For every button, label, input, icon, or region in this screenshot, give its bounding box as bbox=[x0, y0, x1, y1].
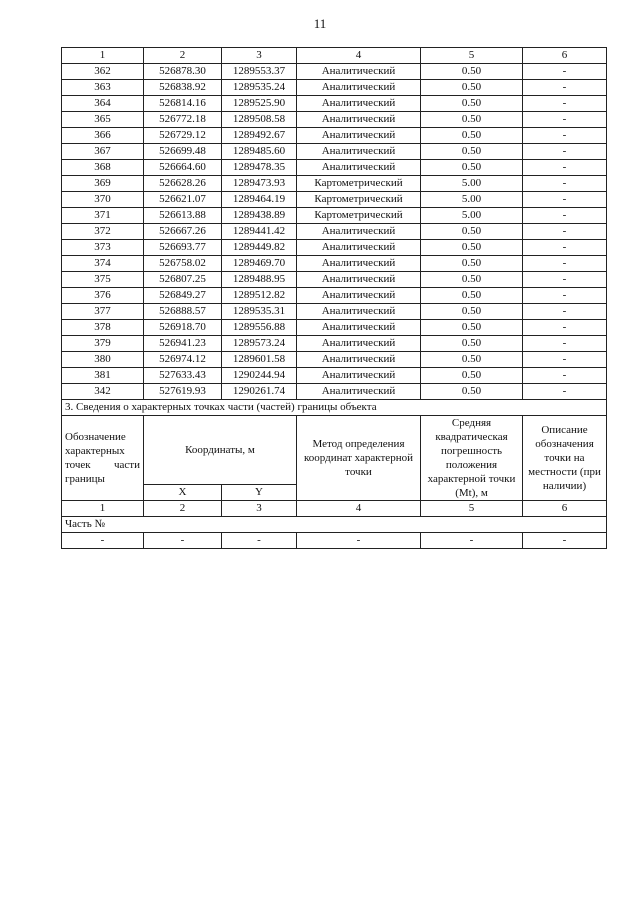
description-cell: - bbox=[523, 192, 607, 208]
coord-x-cell: 526974.12 bbox=[144, 352, 222, 368]
point-number-cell: 342 bbox=[62, 384, 144, 400]
empty-cell: - bbox=[62, 533, 144, 549]
error-cell: 0.50 bbox=[421, 160, 523, 176]
description-cell: - bbox=[523, 64, 607, 80]
col-number: 3 bbox=[222, 48, 297, 64]
coord-x-cell: 526621.07 bbox=[144, 192, 222, 208]
method-cell: Аналитический bbox=[297, 288, 421, 304]
col-number: 4 bbox=[297, 501, 421, 517]
point-number-cell: 366 bbox=[62, 128, 144, 144]
header-x: X bbox=[144, 485, 222, 501]
col-number: 5 bbox=[421, 501, 523, 517]
point-number-cell: 368 bbox=[62, 160, 144, 176]
table-row bbox=[62, 192, 607, 208]
point-number-cell: 376 bbox=[62, 288, 144, 304]
error-cell: 0.50 bbox=[421, 368, 523, 384]
method-cell: Аналитический bbox=[297, 128, 421, 144]
col-number: 3 bbox=[222, 501, 297, 517]
table-row bbox=[62, 64, 607, 80]
section-3-title: 3. Сведения о характерных точках части (частей) границы объекта bbox=[62, 400, 607, 416]
method-cell: Аналитический bbox=[297, 240, 421, 256]
error-cell: 0.50 bbox=[421, 320, 523, 336]
col-number: 1 bbox=[62, 501, 144, 517]
error-cell: 0.50 bbox=[421, 256, 523, 272]
method-cell: Аналитический bbox=[297, 112, 421, 128]
method-cell: Аналитический bbox=[297, 352, 421, 368]
coord-y-cell: 1289553.37 bbox=[222, 64, 297, 80]
table-row bbox=[62, 256, 607, 272]
description-cell: - bbox=[523, 208, 607, 224]
coord-y-cell: 1289525.90 bbox=[222, 96, 297, 112]
col-number: 4 bbox=[297, 48, 421, 64]
coord-y-cell: 1289473.93 bbox=[222, 176, 297, 192]
header-error: Средняя квадратическая погрешность положения характерной точки (Mt), м bbox=[421, 416, 523, 501]
method-cell: Картометрический bbox=[297, 176, 421, 192]
coord-x-cell: 526628.26 bbox=[144, 176, 222, 192]
col-number: 1 bbox=[62, 48, 144, 64]
description-cell: - bbox=[523, 144, 607, 160]
error-cell: 0.50 bbox=[421, 112, 523, 128]
point-number-cell: 380 bbox=[62, 352, 144, 368]
error-cell: 0.50 bbox=[421, 80, 523, 96]
coord-x-cell: 527633.43 bbox=[144, 368, 222, 384]
coord-y-cell: 1289464.19 bbox=[222, 192, 297, 208]
method-cell: Картометрический bbox=[297, 192, 421, 208]
point-number-cell: 381 bbox=[62, 368, 144, 384]
header-method: Метод определения координат характерной точки bbox=[297, 416, 421, 501]
description-cell: - bbox=[523, 272, 607, 288]
coord-x-cell: 526613.88 bbox=[144, 208, 222, 224]
method-cell: Аналитический bbox=[297, 368, 421, 384]
col-number: 2 bbox=[144, 48, 222, 64]
point-number-cell: 375 bbox=[62, 272, 144, 288]
coord-x-cell: 526667.26 bbox=[144, 224, 222, 240]
table-row bbox=[62, 288, 607, 304]
point-number-cell: 365 bbox=[62, 112, 144, 128]
description-cell: - bbox=[523, 320, 607, 336]
method-cell: Аналитический bbox=[297, 256, 421, 272]
error-cell: 0.50 bbox=[421, 64, 523, 80]
description-cell: - bbox=[523, 240, 607, 256]
coord-x-cell: 526699.48 bbox=[144, 144, 222, 160]
header-y: Y bbox=[222, 485, 297, 501]
description-cell: - bbox=[523, 288, 607, 304]
boundary-points-table bbox=[61, 47, 607, 549]
col-number: 6 bbox=[523, 48, 607, 64]
coord-y-cell: 1290261.74 bbox=[222, 384, 297, 400]
table-row bbox=[62, 320, 607, 336]
coord-y-cell: 1289556.88 bbox=[222, 320, 297, 336]
method-cell: Аналитический bbox=[297, 96, 421, 112]
coord-y-cell: 1289478.35 bbox=[222, 160, 297, 176]
coord-x-cell: 526878.30 bbox=[144, 64, 222, 80]
method-cell: Аналитический bbox=[297, 160, 421, 176]
point-number-cell: 367 bbox=[62, 144, 144, 160]
coord-y-cell: 1289573.24 bbox=[222, 336, 297, 352]
description-cell: - bbox=[523, 80, 607, 96]
description-cell: - bbox=[523, 128, 607, 144]
error-cell: 0.50 bbox=[421, 144, 523, 160]
empty-part-row bbox=[62, 533, 607, 549]
coord-x-cell: 526814.16 bbox=[144, 96, 222, 112]
empty-cell: - bbox=[421, 533, 523, 549]
error-cell: 5.00 bbox=[421, 208, 523, 224]
table-row bbox=[62, 304, 607, 320]
description-cell: - bbox=[523, 304, 607, 320]
table-row bbox=[62, 272, 607, 288]
table-row bbox=[62, 240, 607, 256]
col-number: 5 bbox=[421, 48, 523, 64]
point-number-cell: 370 bbox=[62, 192, 144, 208]
empty-cell: - bbox=[297, 533, 421, 549]
method-cell: Аналитический bbox=[297, 384, 421, 400]
empty-cell: - bbox=[222, 533, 297, 549]
description-cell: - bbox=[523, 112, 607, 128]
table-row bbox=[62, 80, 607, 96]
col-number: 2 bbox=[144, 501, 222, 517]
coord-y-cell: 1290244.94 bbox=[222, 368, 297, 384]
error-cell: 0.50 bbox=[421, 384, 523, 400]
point-number-cell: 363 bbox=[62, 80, 144, 96]
method-cell: Аналитический bbox=[297, 336, 421, 352]
error-cell: 0.50 bbox=[421, 304, 523, 320]
method-cell: Аналитический bbox=[297, 80, 421, 96]
coord-y-cell: 1289438.89 bbox=[222, 208, 297, 224]
coord-y-cell: 1289601.58 bbox=[222, 352, 297, 368]
error-cell: 0.50 bbox=[421, 272, 523, 288]
error-cell: 0.50 bbox=[421, 240, 523, 256]
table-row bbox=[62, 144, 607, 160]
section-3-header-row bbox=[62, 416, 607, 485]
page-number: 11 bbox=[313, 16, 327, 31]
coord-x-cell: 526849.27 bbox=[144, 288, 222, 304]
coord-y-cell: 1289469.70 bbox=[222, 256, 297, 272]
description-cell: - bbox=[523, 352, 607, 368]
method-cell: Аналитический bbox=[297, 272, 421, 288]
description-cell: - bbox=[523, 368, 607, 384]
header-coordinates: Координаты, м bbox=[144, 416, 297, 485]
table-row bbox=[62, 176, 607, 192]
point-number-cell: 378 bbox=[62, 320, 144, 336]
coord-y-cell: 1289441.42 bbox=[222, 224, 297, 240]
table-row bbox=[62, 384, 607, 400]
method-cell: Аналитический bbox=[297, 224, 421, 240]
coord-x-cell: 526807.25 bbox=[144, 272, 222, 288]
empty-cell: - bbox=[523, 533, 607, 549]
coord-y-cell: 1289492.67 bbox=[222, 128, 297, 144]
error-cell: 5.00 bbox=[421, 192, 523, 208]
point-number-cell: 362 bbox=[62, 64, 144, 80]
coord-x-cell: 526772.18 bbox=[144, 112, 222, 128]
table-row bbox=[62, 224, 607, 240]
table-row bbox=[62, 96, 607, 112]
error-cell: 0.50 bbox=[421, 352, 523, 368]
column-number-row bbox=[62, 48, 607, 64]
point-number-cell: 373 bbox=[62, 240, 144, 256]
point-number-cell: 371 bbox=[62, 208, 144, 224]
point-number-cell: 374 bbox=[62, 256, 144, 272]
col-number: 6 bbox=[523, 501, 607, 517]
table-row bbox=[62, 160, 607, 176]
section-3-title-row bbox=[62, 400, 607, 416]
error-cell: 0.50 bbox=[421, 96, 523, 112]
table-row bbox=[62, 112, 607, 128]
error-cell: 0.50 bbox=[421, 288, 523, 304]
coord-y-cell: 1289485.60 bbox=[222, 144, 297, 160]
error-cell: 0.50 bbox=[421, 128, 523, 144]
method-cell: Аналитический bbox=[297, 144, 421, 160]
part-label: Часть № bbox=[62, 517, 607, 533]
empty-cell: - bbox=[144, 533, 222, 549]
coord-x-cell: 526729.12 bbox=[144, 128, 222, 144]
header-designation: Обозначение характерных точек части границы bbox=[62, 416, 144, 501]
error-cell: 5.00 bbox=[421, 176, 523, 192]
coord-y-cell: 1289488.95 bbox=[222, 272, 297, 288]
point-number-cell: 379 bbox=[62, 336, 144, 352]
coord-y-cell: 1289535.31 bbox=[222, 304, 297, 320]
coord-x-cell: 526941.23 bbox=[144, 336, 222, 352]
coord-x-cell: 526888.57 bbox=[144, 304, 222, 320]
description-cell: - bbox=[523, 224, 607, 240]
table-row bbox=[62, 352, 607, 368]
coord-y-cell: 1289449.82 bbox=[222, 240, 297, 256]
point-number-cell: 369 bbox=[62, 176, 144, 192]
description-cell: - bbox=[523, 176, 607, 192]
error-cell: 0.50 bbox=[421, 224, 523, 240]
description-cell: - bbox=[523, 160, 607, 176]
table-row bbox=[62, 368, 607, 384]
section-3-column-number-row bbox=[62, 501, 607, 517]
coord-y-cell: 1289535.24 bbox=[222, 80, 297, 96]
header-description: Описание обозначения точки на местности (при наличии) bbox=[523, 416, 607, 501]
method-cell: Аналитический bbox=[297, 64, 421, 80]
table-row bbox=[62, 128, 607, 144]
part-label-row bbox=[62, 517, 607, 533]
coord-y-cell: 1289508.58 bbox=[222, 112, 297, 128]
coord-x-cell: 526664.60 bbox=[144, 160, 222, 176]
coord-x-cell: 526693.77 bbox=[144, 240, 222, 256]
point-number-cell: 377 bbox=[62, 304, 144, 320]
description-cell: - bbox=[523, 256, 607, 272]
method-cell: Аналитический bbox=[297, 320, 421, 336]
error-cell: 0.50 bbox=[421, 336, 523, 352]
coord-y-cell: 1289512.82 bbox=[222, 288, 297, 304]
table-row bbox=[62, 208, 607, 224]
point-number-cell: 364 bbox=[62, 96, 144, 112]
table-row bbox=[62, 336, 607, 352]
description-cell: - bbox=[523, 96, 607, 112]
description-cell: - bbox=[523, 336, 607, 352]
method-cell: Картометрический bbox=[297, 208, 421, 224]
coord-x-cell: 526758.02 bbox=[144, 256, 222, 272]
point-number-cell: 372 bbox=[62, 224, 144, 240]
coord-x-cell: 526918.70 bbox=[144, 320, 222, 336]
coord-x-cell: 526838.92 bbox=[144, 80, 222, 96]
coord-x-cell: 527619.93 bbox=[144, 384, 222, 400]
method-cell: Аналитический bbox=[297, 304, 421, 320]
description-cell: - bbox=[523, 384, 607, 400]
